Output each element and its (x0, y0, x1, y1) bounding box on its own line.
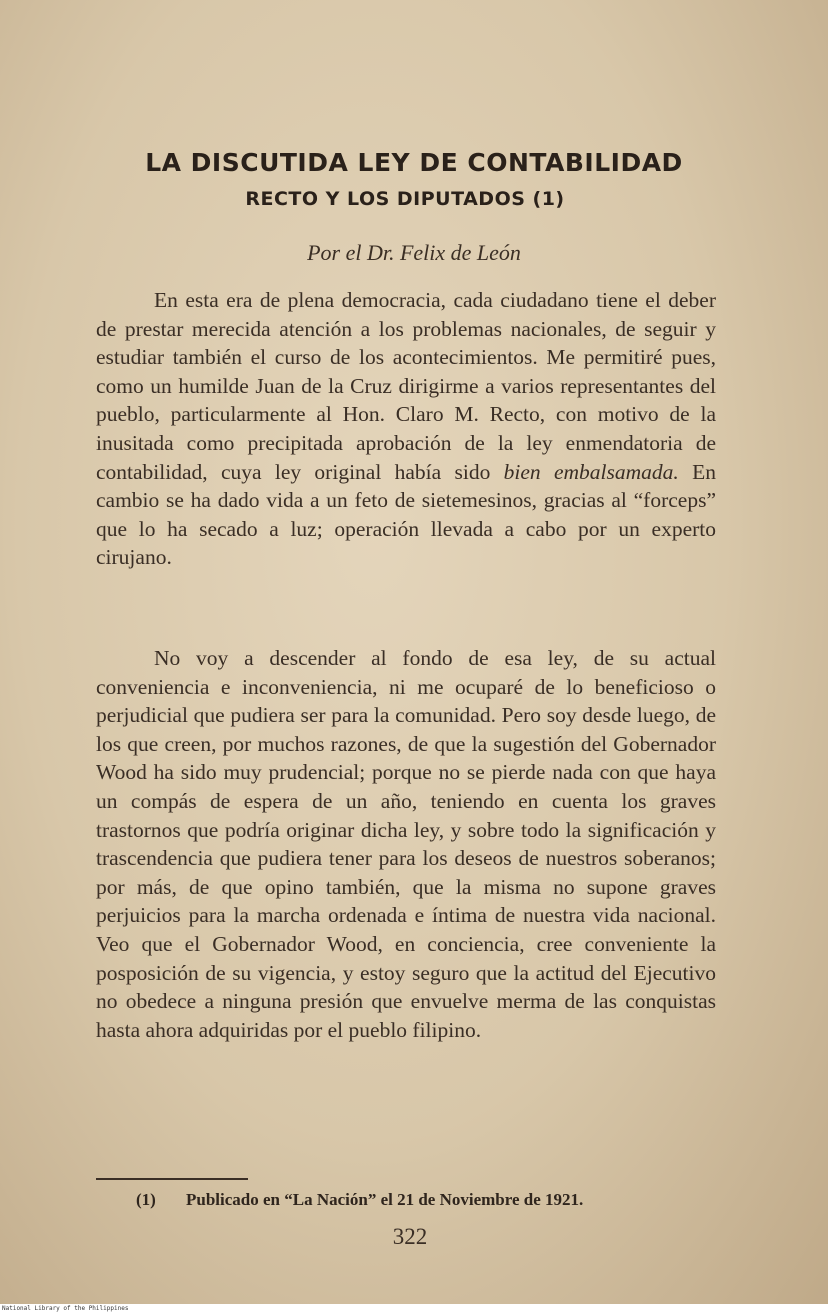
body-paragraph-2: No voy a descender al fondo de esa ley, de su actual conveniencia e inconveniencia, ni me ocuparé de lo beneficioso o perjudicial que pudiera ser para la comunidad. Pero soy desde luego, de los que creen, por muchos razones, de que la sugestión del Gobernador Wood ha sido muy prudencial; porque no se pierde nada con que haya un compás de espera de un año, teniendo en cuenta los graves trastornos que podría originar dicha ley, y sobre todo la significación y trascendencia que pudiera tener para los deseos de nuestros soberanos; por más, de que opino también, que la misma no supone graves perjuicios para la marcha ordenada e íntima de nuestra vida nacional. Veo que el Gobernador Wood, en conciencia, cree conveniente la posposición de su vigencia, y estoy seguro que la actitud del Ejecutivo no obedece a ninguna presión que envuelve merma de las conquistas hasta ahora adquiridas por el pueblo filipino. (96, 646, 716, 1042)
footnote-marker: (1) (136, 1190, 156, 1209)
paragraph-1-italic-phrase: bien embalsamada. (503, 459, 679, 484)
paragraph-1-text-b: En cambio se ha dado vida a un feto de sietemesinos, gracias al “forceps” que lo ha secado a luz; operación llevada a cabo por un experto cirujano. (96, 459, 716, 570)
library-watermark: National Library of the Philippines (2, 1305, 129, 1312)
footnote-text: Publicado en “La Nación” el 21 de Noviembre de 1921. (186, 1190, 584, 1209)
page-number: 322 (392, 1224, 428, 1249)
author-byline: Por el Dr. Felix de León (307, 240, 521, 265)
footnote (96, 1190, 720, 1210)
paragraph-1-text-a: En esta era de plena democracia, cada ciudadano tiene el deber de prestar merecida atención a los problemas nacionales, de seguir y estudiar también el curso de los acontecimientos. Me permitiré pues, como un humilde Juan de la Cruz dirigirme a varios representantes del pueblo, particularmente al Hon. Claro M. Recto, con motivo de la inusitada como precipitada aprobación de la ley enmendatoria de contabilidad, cuya ley original había sido (96, 288, 716, 484)
article-title: LA DISCUTIDA LEY DE CONTABILIDAD (145, 148, 683, 177)
body-paragraph-1 (96, 286, 716, 572)
footnote-divider (96, 1178, 248, 1180)
article-subtitle: RECTO Y LOS DIPUTADOS (1) (245, 188, 565, 210)
